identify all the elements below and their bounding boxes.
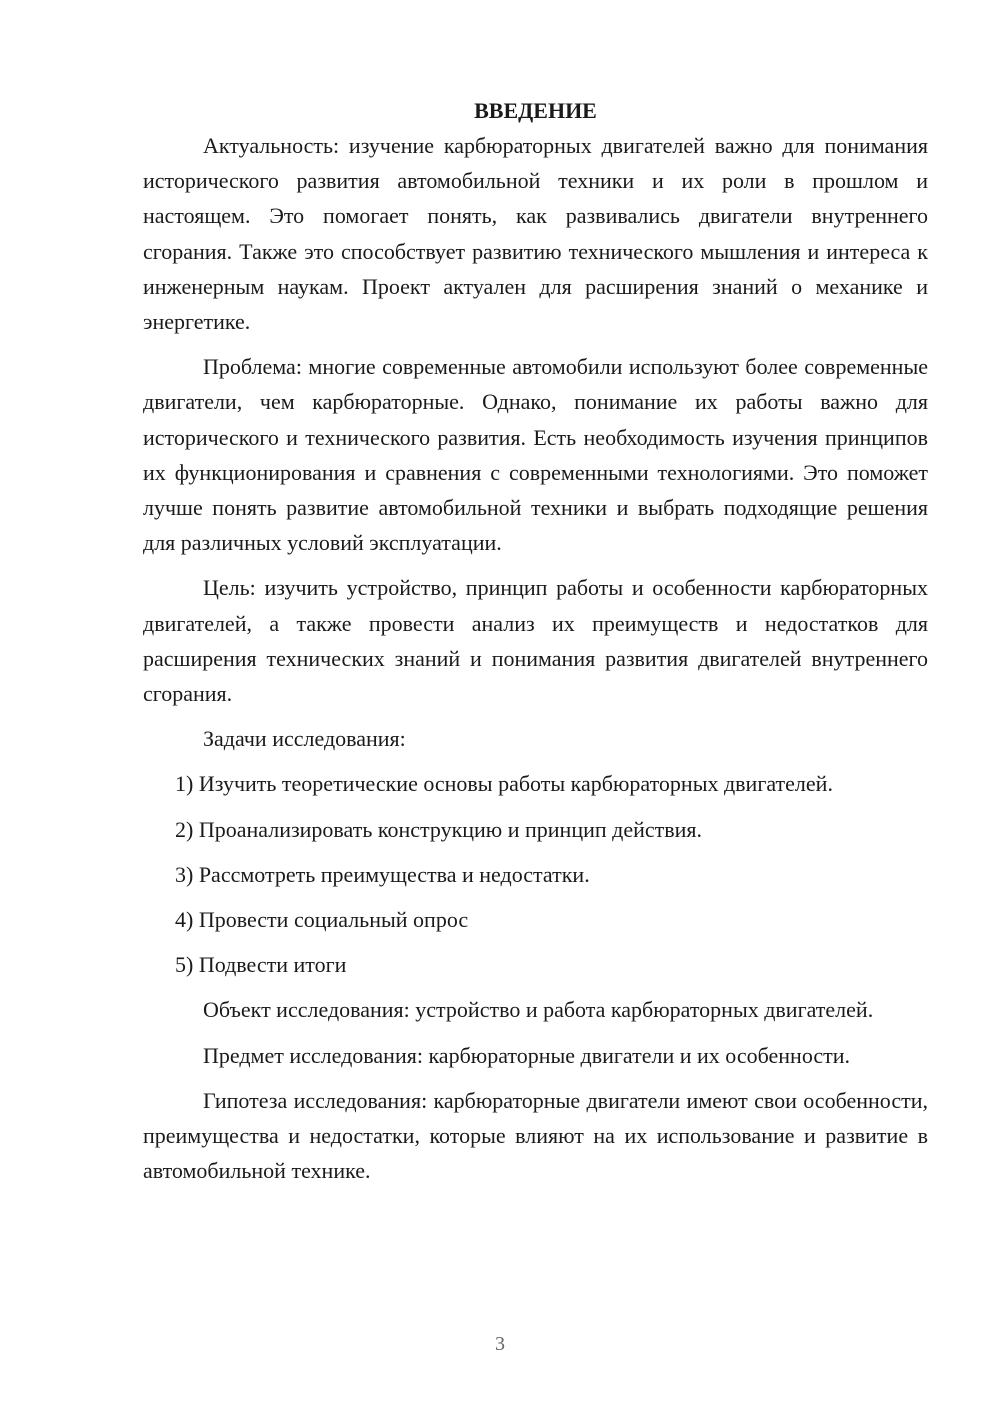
list-item: 2) Проанализировать конструкцию и принцип действия.: [175, 816, 703, 842]
list-item: 5) Подвести итоги: [175, 952, 347, 978]
paragraph-problem: Проблема: многие современные автомобили используют более современные двигатели, чем карбюраторные. Однако, понимание их работы важно для исторического и технического развития. Есть необходимость изучения принципов их функционирования и сравнения с современными технологиями. Это поможет лучше понять развитие автомобильной техники и выбрать подходящие решения для различных условий эксплуатации.: [143, 354, 928, 556]
list-item: 3) Рассмотреть преимущества и недостатки.: [175, 861, 590, 887]
document-page: [143, 93, 928, 1198]
paragraph-hypothesis: Гипотеза исследования: карбюраторные двигатели имеют свои особенности, преимущества и недостатки, которые влияют на их использование и развитие в автомобильной технике.: [143, 1087, 928, 1184]
paragraph-relevance: Актуальность: изучение карбюраторных двигателей важно для понимания исторического развития автомобильной техники и их роли в прошлом и настоящем. Это помогает понять, как развивались двигатели внутреннего сгорания. Также это способствует развитию технического мышления и интереса к инженерным наукам. Проект актуален для расширения знаний о механике и энергетике.: [143, 133, 928, 335]
paragraph-goal: Цель: изучить устройство, принцип работы и особенности карбюраторных двигателей, а также провести анализ их преимуществ и недостатков для расширения технических знаний и понимания развития двигателей внутреннего сгорания.: [143, 575, 928, 707]
list-item: 4) Провести социальный опрос: [175, 907, 469, 933]
list-item: 1) Изучить теоретические основы работы карбюраторных двигателей.: [175, 771, 833, 797]
tasks-list: [143, 766, 928, 982]
tasks-heading: Задачи исследования:: [203, 726, 406, 752]
paragraph-subject: Предмет исследования: карбюраторные двигатели и их особенности.: [203, 1042, 851, 1068]
page-title: ВВЕДЕНИЕ: [474, 98, 597, 123]
paragraph-object: Объект исследования: устройство и работа карбюраторных двигателей.: [203, 997, 874, 1023]
page-number: 3: [495, 1333, 505, 1355]
